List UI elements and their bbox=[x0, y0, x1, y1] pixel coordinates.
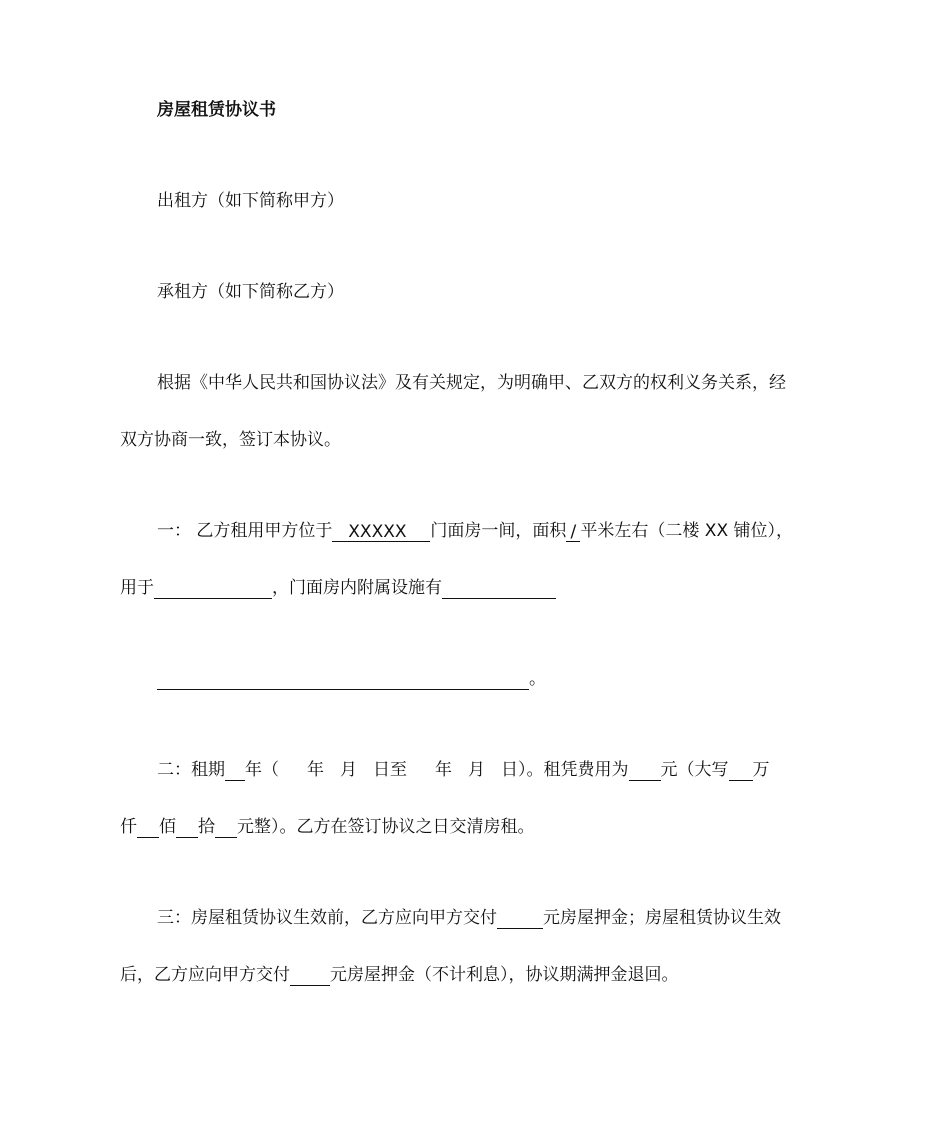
clause-2-line-1 bbox=[157, 759, 770, 781]
clause-1-end: 。 bbox=[529, 669, 546, 689]
clause-1-text-d: 用于 bbox=[120, 578, 154, 598]
deposit-before-blank bbox=[497, 908, 543, 929]
clause-2-text-b: 年（ bbox=[245, 760, 279, 780]
clause-3-line-2 bbox=[120, 964, 679, 986]
start-year-label: 年 bbox=[307, 760, 324, 780]
clause-3-text-c: 后，乙方应向甲方交付 bbox=[120, 965, 290, 985]
clause-2-text-d: 元整）。乙方在签订协议之日交清房租。 bbox=[237, 817, 535, 837]
rent-shi-blank bbox=[176, 817, 198, 838]
lessee-line: 承租方（如下简称乙方） bbox=[157, 282, 344, 302]
clause-2-text-c: 元（大写 bbox=[660, 760, 729, 780]
deposit-after-blank bbox=[290, 965, 330, 986]
clause-2-line-2 bbox=[120, 816, 535, 838]
blank bbox=[408, 521, 430, 542]
clause-1-text-e: ，门面房内附属设施有 bbox=[272, 578, 442, 598]
location-field: XXXXX bbox=[348, 522, 407, 542]
usage-blank bbox=[154, 578, 272, 599]
rent-amount-blank bbox=[629, 760, 661, 781]
clause-1-text-a: 一： 乙方租用甲方位于 bbox=[157, 521, 333, 541]
facilities-blank-continued bbox=[157, 669, 529, 690]
start-day-label: 日至 bbox=[373, 760, 407, 780]
end-year-label: 年 bbox=[435, 760, 452, 780]
rent-bai-blank bbox=[137, 817, 159, 838]
intro-line-1: 根据《中华人民共和国协议法》及有关规定，为明确甲、乙双方的权利义务关系，经 bbox=[157, 373, 786, 393]
clause-1-text-c: 平米左右（二楼 XX 铺位）， bbox=[580, 521, 794, 541]
blank bbox=[332, 521, 346, 542]
area-field: / bbox=[566, 521, 580, 542]
term-years-blank bbox=[225, 760, 245, 781]
rent-qian-label: 仟 bbox=[120, 817, 137, 837]
clause-1-line-3 bbox=[157, 668, 546, 690]
end-month-label: 月 bbox=[468, 760, 485, 780]
clause-1-line-2 bbox=[120, 577, 556, 599]
rent-yuan-blank bbox=[215, 817, 237, 838]
document-title: 房屋租赁协议书 bbox=[157, 100, 276, 120]
rent-bai-label: 佰 bbox=[159, 817, 176, 837]
lessor-line: 出租方（如下简称甲方） bbox=[157, 191, 344, 211]
clause-1-text-b: 门面房一间，面积 bbox=[430, 521, 567, 541]
clause-1-line-1 bbox=[157, 520, 793, 542]
clause-3-line-1 bbox=[157, 907, 781, 929]
clause-3-text-b: 元房屋押金；房屋租赁协议生效 bbox=[543, 908, 781, 928]
facilities-blank bbox=[442, 578, 556, 599]
clause-3-text-a: 三：房屋租赁协议生效前，乙方应向甲方交付 bbox=[157, 908, 497, 928]
rent-shi-label: 拾 bbox=[198, 817, 215, 837]
clause-3-text-d: 元房屋押金（不计利息），协议期满押金退回。 bbox=[330, 965, 679, 985]
intro-line-2: 双方协商一致，签订本协议。 bbox=[120, 430, 341, 450]
start-month-label: 月 bbox=[340, 760, 357, 780]
rent-wan-label: 万 bbox=[752, 760, 770, 780]
end-day-label: 日）。租凭费用为 bbox=[501, 760, 629, 780]
rent-wan-blank bbox=[729, 760, 753, 781]
clause-2-text-a: 二：租期 bbox=[157, 760, 225, 780]
